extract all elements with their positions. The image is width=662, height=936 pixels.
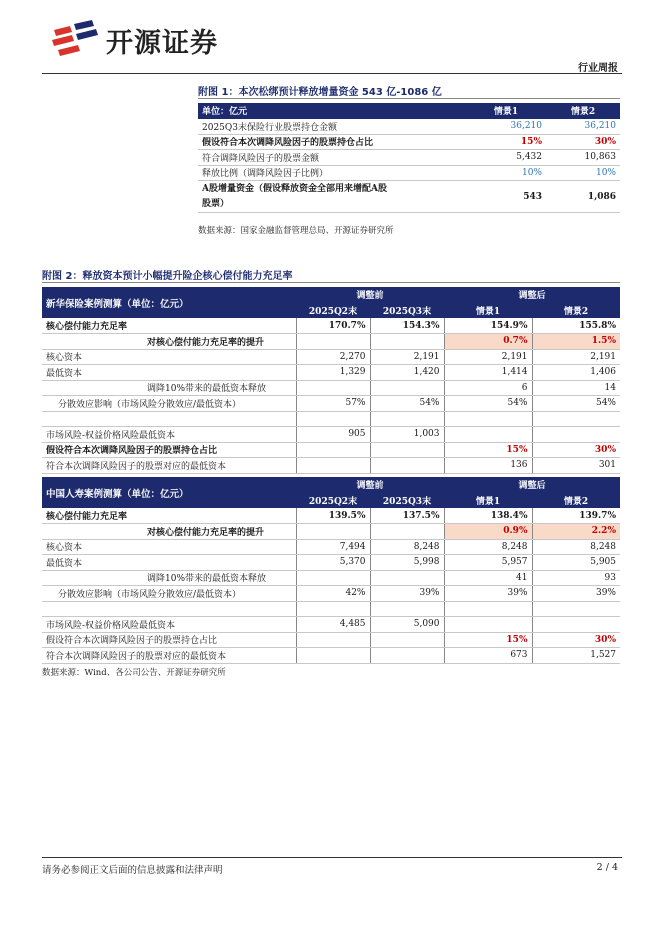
- cell: 5,090: [370, 617, 444, 633]
- table-row: [42, 396, 620, 412]
- cell: 0.7%: [444, 334, 532, 350]
- t1-col: 2025Q3末: [370, 303, 444, 319]
- cell: 14: [532, 380, 620, 396]
- row-label: 调降10%带来的最低资本释放: [42, 380, 296, 396]
- t2-col: 情景2: [532, 493, 620, 509]
- t2-group-after-label: 调整后: [518, 481, 546, 492]
- cell: 5,432: [466, 150, 546, 166]
- cell: 1,086: [546, 181, 620, 213]
- cell: 139.5%: [296, 508, 370, 524]
- t1-col: 情景1: [444, 303, 532, 319]
- cell: 10%: [466, 165, 546, 181]
- t1-group-after: [444, 287, 620, 303]
- t1-header-row: [42, 287, 620, 303]
- cell: 6: [444, 380, 532, 396]
- fig1-title: 附图 1：本次松绑预计释放增量资金 543 亿-1086 亿: [198, 87, 442, 98]
- t1-col: 2025Q2末: [296, 303, 370, 319]
- row-label-line1: A股增量资金（假设释放资金全部用来增配A股: [202, 183, 387, 194]
- table-row: [42, 365, 620, 381]
- t1-group-before: [296, 287, 444, 303]
- t2-header-row: [42, 477, 620, 493]
- table-row: [42, 539, 620, 555]
- t1-group-before-label: 调整前: [356, 291, 384, 302]
- cell: 36,210: [546, 119, 620, 135]
- t2-col: 情景1: [444, 493, 532, 509]
- cell: 138.4%: [444, 508, 532, 524]
- spacer-row: [42, 601, 620, 617]
- cell: 10%: [546, 165, 620, 181]
- cell: 673: [444, 648, 532, 664]
- cell: [370, 442, 444, 458]
- header-divider: [42, 73, 622, 74]
- cell: [532, 427, 620, 443]
- cell: 5,998: [370, 555, 444, 571]
- row-label: 假设符合本次调降风险因子的股票持仓占比: [42, 442, 296, 458]
- cell: [296, 334, 370, 350]
- table-row: [42, 555, 620, 571]
- cell: 2,191: [532, 349, 620, 365]
- cell: 57%: [296, 396, 370, 412]
- cell: 1,420: [370, 365, 444, 381]
- table-row: [198, 150, 620, 166]
- cell: 41: [444, 570, 532, 586]
- cell: 5,905: [532, 555, 620, 571]
- fig2-source: 数据来源：Wind、各公司公告、开源证券研究所: [42, 668, 226, 678]
- cell: [370, 570, 444, 586]
- cell: [296, 442, 370, 458]
- cell: 1,414: [444, 365, 532, 381]
- table-row: [198, 134, 620, 150]
- table-row: [198, 165, 620, 181]
- t1-group-after-label: 调整后: [518, 291, 546, 302]
- fig1-col-s2: 情景2: [546, 103, 620, 119]
- table-row: [42, 617, 620, 633]
- cell: 2,270: [296, 349, 370, 365]
- cell: 54%: [370, 396, 444, 412]
- row-label: 分散效应影响（市场风险分散效应/最低资本）: [42, 586, 296, 602]
- row-label: 最低资本: [42, 365, 296, 381]
- table-row: [42, 632, 620, 648]
- cell: 15%: [466, 134, 546, 150]
- cell: [296, 524, 370, 540]
- cell: [296, 632, 370, 648]
- cell: 7,494: [296, 539, 370, 555]
- row-label: [198, 181, 466, 213]
- footer-disclaimer: 请务必参阅正文后面的信息披露和法律声明: [42, 865, 223, 876]
- page-number: 2 / 4: [596, 862, 618, 873]
- footer-divider: [42, 857, 622, 858]
- fig1-unit: 单位：亿元: [198, 103, 466, 119]
- table-row: [198, 119, 620, 135]
- cell: 0.9%: [444, 524, 532, 540]
- cell: 136: [444, 458, 532, 474]
- table-row: [42, 380, 620, 396]
- cell: [370, 458, 444, 474]
- t2-title: 中国人寿案例测算（单位：亿元）: [42, 477, 296, 508]
- table-row: [42, 318, 620, 334]
- row-label: 符合本次调降风险因子的股票对应的最低资本: [42, 648, 296, 664]
- row-label: 核心资本: [42, 539, 296, 555]
- row-label: 假设符合本次调降风险因子的股票持仓占比: [198, 134, 466, 150]
- fig1-header-row: [198, 103, 620, 119]
- cell: 93: [532, 570, 620, 586]
- t2-group-before-label: 调整前: [356, 481, 384, 492]
- brand-name: 开源证券: [106, 27, 218, 59]
- row-label: 释放比例（调降风险因子比例）: [198, 165, 466, 181]
- cell: 1,329: [296, 365, 370, 381]
- t2-group-after: [444, 477, 620, 493]
- row-label: 调降10%带来的最低资本释放: [42, 570, 296, 586]
- table-row: [42, 334, 620, 350]
- cell: 30%: [532, 442, 620, 458]
- table-row: [42, 458, 620, 474]
- cell: [444, 427, 532, 443]
- row-label: 2025Q3末保险行业股票持仓金额: [198, 119, 466, 135]
- cell: [370, 648, 444, 664]
- cell: [296, 458, 370, 474]
- cell: 15%: [444, 632, 532, 648]
- table-row: [42, 508, 620, 524]
- fig2-title: 附图 2：释放资本预计小幅提升险企核心偿付能力充足率: [42, 271, 293, 282]
- cell: [370, 524, 444, 540]
- logo-mark-icon: [48, 20, 100, 60]
- cell: 8,248: [444, 539, 532, 555]
- cell: [370, 334, 444, 350]
- cell: 42%: [296, 586, 370, 602]
- cell: [296, 570, 370, 586]
- cell: 1,003: [370, 427, 444, 443]
- row-label-line2: 股票）: [202, 198, 230, 209]
- fig2-chinalife-table: [42, 477, 620, 664]
- cell: 4,485: [296, 617, 370, 633]
- cell: 2,191: [370, 349, 444, 365]
- cell: 139.7%: [532, 508, 620, 524]
- cell: 39%: [444, 586, 532, 602]
- t1-title: 新华保险案例测算（单位：亿元）: [42, 287, 296, 318]
- t2-col: 2025Q2末: [296, 493, 370, 509]
- fig1-source: 数据来源：国家金融监督管理总局、开源证券研究所: [198, 226, 394, 236]
- cell: 905: [296, 427, 370, 443]
- cell: [370, 380, 444, 396]
- cell: 1,406: [532, 365, 620, 381]
- cell: 39%: [532, 586, 620, 602]
- cell: 1.5%: [532, 334, 620, 350]
- cell: 301: [532, 458, 620, 474]
- cell: 30%: [546, 134, 620, 150]
- row-label: 最低资本: [42, 555, 296, 571]
- table-row: [42, 586, 620, 602]
- fig1-table: [198, 103, 620, 213]
- cell: 15%: [444, 442, 532, 458]
- cell: 2.2%: [532, 524, 620, 540]
- cell: 54%: [444, 396, 532, 412]
- cell: [296, 648, 370, 664]
- table-row: [42, 427, 620, 443]
- row-label: 市场风险-权益价格风险最低资本: [42, 617, 296, 633]
- fig2-title-rule: [42, 282, 620, 283]
- cell: 543: [466, 181, 546, 213]
- row-label: 假设符合本次调降风险因子的股票持仓占比: [42, 632, 296, 648]
- cell: 30%: [532, 632, 620, 648]
- cell: 5,370: [296, 555, 370, 571]
- brand-logo: [48, 20, 218, 60]
- table-row: [42, 648, 620, 664]
- spacer-row: [42, 411, 620, 427]
- report-type: 行业周报: [578, 63, 618, 74]
- cell: 1,527: [532, 648, 620, 664]
- cell: 155.8%: [532, 318, 620, 334]
- fig2-xinhua-table: [42, 287, 620, 474]
- cell: 39%: [370, 586, 444, 602]
- table-row: [42, 524, 620, 540]
- cell: 5,957: [444, 555, 532, 571]
- row-label: 对核心偿付能力充足率的提升: [42, 524, 296, 540]
- cell: [532, 617, 620, 633]
- cell: [370, 632, 444, 648]
- cell: [296, 380, 370, 396]
- row-label: 核心资本: [42, 349, 296, 365]
- cell: 154.3%: [370, 318, 444, 334]
- fig1-col-s1: 情景1: [466, 103, 546, 119]
- table-row: [198, 181, 620, 213]
- table-row: [42, 570, 620, 586]
- table-row: [42, 349, 620, 365]
- row-label: 核心偿付能力充足率: [42, 508, 296, 524]
- t1-col: 情景2: [532, 303, 620, 319]
- row-label: 分散效应影响（市场风险分散效应/最低资本）: [42, 396, 296, 412]
- cell: 54%: [532, 396, 620, 412]
- row-label: 对核心偿付能力充足率的提升: [42, 334, 296, 350]
- row-label: 符合调降风险因子的股票金额: [198, 150, 466, 166]
- cell: 154.9%: [444, 318, 532, 334]
- cell: 10,863: [546, 150, 620, 166]
- row-label: 核心偿付能力充足率: [42, 318, 296, 334]
- cell: 2,191: [444, 349, 532, 365]
- cell: 36,210: [466, 119, 546, 135]
- t2-group-before: [296, 477, 444, 493]
- row-label: 市场风险-权益价格风险最低资本: [42, 427, 296, 443]
- fig1-title-rule: [198, 98, 620, 99]
- cell: [444, 617, 532, 633]
- table-row: [42, 442, 620, 458]
- cell: 137.5%: [370, 508, 444, 524]
- row-label: 符合本次调降风险因子的股票对应的最低资本: [42, 458, 296, 474]
- t2-col: 2025Q3末: [370, 493, 444, 509]
- cell: 8,248: [370, 539, 444, 555]
- cell: 170.7%: [296, 318, 370, 334]
- cell: 8,248: [532, 539, 620, 555]
